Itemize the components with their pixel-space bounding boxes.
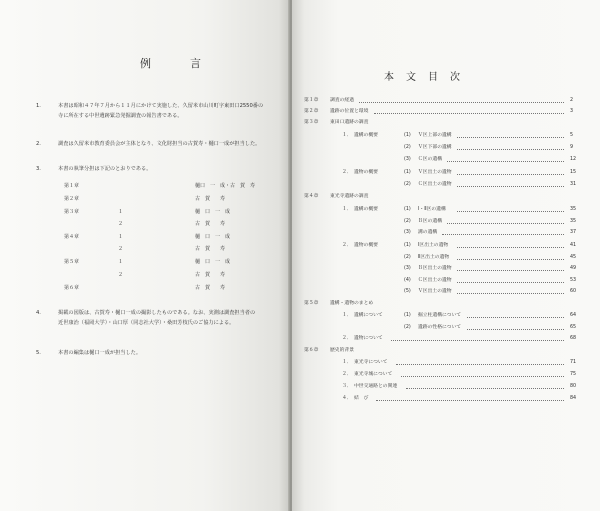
toc-sub-number: (1) xyxy=(404,170,411,175)
alloc-chapter: 第４章 xyxy=(64,234,80,240)
toc-sub-number: (3) xyxy=(404,157,411,162)
toc-title: 東田口遺跡の調査 xyxy=(330,120,369,125)
toc-leader-dots xyxy=(406,380,564,389)
toc-row xyxy=(292,156,600,164)
toc-row xyxy=(292,229,600,237)
toc-page-number: 65 xyxy=(570,325,577,330)
toc-chapter: 第３章 xyxy=(304,120,319,125)
alloc-author: 樋 口 一 成 xyxy=(195,209,231,215)
item-text: 本書は昭和４７年７月から１１月にかけて実施した、久留米市山川町字東田口2550番の xyxy=(58,103,264,109)
toc-chapter: 第１章 xyxy=(304,98,319,103)
toc-leader-dots xyxy=(447,215,564,224)
toc-page-number: 31 xyxy=(570,182,577,187)
toc-leader-dots xyxy=(376,392,564,401)
toc-leader-dots xyxy=(457,239,564,248)
toc-row xyxy=(292,169,600,177)
toc-leader-dots xyxy=(457,274,564,283)
toc-page-number: 80 xyxy=(570,384,577,389)
toc-row xyxy=(292,335,600,343)
toc-leader-dots xyxy=(457,166,564,175)
toc-row xyxy=(292,108,600,116)
toc-title: ４． 結 び xyxy=(342,396,369,401)
toc-title: １． 東光寺について xyxy=(342,360,388,365)
left-page-preface xyxy=(0,0,290,511)
item-number: 1. xyxy=(36,103,41,109)
toc-chapter: 第５章 xyxy=(304,301,319,306)
toc-page-number: 41 xyxy=(570,243,577,248)
toc-title: １． 遺構について xyxy=(342,313,383,318)
toc-sub-title: Ｖ区下部の遺構 xyxy=(418,145,452,150)
toc-leader-dots xyxy=(457,129,564,138)
toc-leader-dots xyxy=(396,356,564,365)
toc-title: ２． 遺物の概要 xyxy=(342,170,378,175)
toc-row xyxy=(292,383,600,391)
toc-sub-number: (4) xyxy=(404,278,411,283)
toc-sub-title: 掘立柱遺構について xyxy=(418,313,462,318)
alloc-author: 古 賀 寿 xyxy=(195,221,226,227)
toc-sub-number: (2) xyxy=(404,145,411,150)
toc-sub-title: Ⅰ区出土の遺物 xyxy=(418,243,449,248)
toc-leader-dots xyxy=(457,285,564,294)
toc-page-number: 45 xyxy=(570,255,577,260)
toc-row xyxy=(292,371,600,379)
toc-row xyxy=(292,242,600,250)
toc-page-number: 84 xyxy=(570,396,577,401)
toc-page-number: 68 xyxy=(570,336,577,341)
alloc-author: 樋 口 一 成 xyxy=(195,259,231,265)
toc-row xyxy=(292,359,600,367)
toc-page-number: 35 xyxy=(570,219,577,224)
toc-row xyxy=(292,300,600,308)
toc-sub-number: (5) xyxy=(404,289,411,294)
toc-title: 東光寺遺跡の調査 xyxy=(330,194,369,199)
toc-sub-number: (3) xyxy=(404,266,411,271)
toc-row xyxy=(292,347,600,355)
toc-row xyxy=(292,193,600,201)
toc-sub-title: 遺跡の性格について xyxy=(418,325,462,330)
item-text: 掲載の図版は、古賀寿・樋口一成の撮影したものである。なお、実測は調査担当者の xyxy=(58,310,256,316)
toc-row xyxy=(292,277,600,285)
toc-leader-dots xyxy=(457,251,564,260)
toc-title: １． 遺構の概要 xyxy=(342,133,378,138)
toc-leader-dots xyxy=(467,309,564,318)
toc-chapter: 第４章 xyxy=(304,194,319,199)
toc-page-number: 53 xyxy=(570,278,577,283)
item-text: 本書の執筆分担は下記のとおりである。 xyxy=(58,166,152,172)
alloc-author: 古 賀 寿 xyxy=(195,196,226,202)
toc-sub-title: Ｖ区出土の遺物 xyxy=(418,170,452,175)
toc-leader-dots xyxy=(442,226,564,235)
toc-sub-title: Ⅱ区出土の遺物 xyxy=(418,255,450,260)
toc-leader-dots xyxy=(457,178,564,187)
toc-leader-dots xyxy=(447,153,564,162)
toc-page-number: 60 xyxy=(570,289,577,294)
alloc-chapter: 第３章 xyxy=(64,209,80,215)
toc-row xyxy=(292,206,600,214)
toc-sub-title: 溝の遺構 xyxy=(418,230,438,235)
toc-leader-dots xyxy=(457,262,564,271)
toc-sub-title: Ｂ区出土の遺物 xyxy=(418,266,452,271)
item-number: 5. xyxy=(36,350,41,356)
toc-row xyxy=(292,312,600,320)
alloc-chapter: 第２章 xyxy=(64,196,80,202)
toc-sub-number: (2) xyxy=(404,255,411,260)
toc-title: 調査の経過 xyxy=(330,98,354,103)
item-text: 寺に所在する中世遺跡緊急発掘調査の報告書である。 xyxy=(58,113,183,119)
alloc-author: 樋 口 一 成 xyxy=(195,234,231,240)
toc-page-number: 37 xyxy=(570,230,577,235)
toc-sub-title: Ｂ区の遺構 xyxy=(418,219,442,224)
item-number: 4. xyxy=(36,310,41,316)
toc-page-number: 71 xyxy=(570,360,577,365)
alloc-author: 古 賀 寿 xyxy=(195,246,226,252)
toc-row xyxy=(292,119,600,127)
alloc-sub: １ xyxy=(118,259,124,265)
item-number: 2. xyxy=(36,141,41,147)
right-page-toc xyxy=(292,0,600,511)
alloc-author: 古 賀 寿 xyxy=(195,285,226,291)
toc-page-number: 64 xyxy=(570,313,577,318)
toc-title: 遺跡の位置と環境 xyxy=(330,109,369,114)
toc-sub-number: (1) xyxy=(404,313,411,318)
toc-chapter: 第２章 xyxy=(304,109,319,114)
toc-row xyxy=(292,254,600,262)
toc-page-number: 12 xyxy=(570,157,577,162)
toc-sub-number: (2) xyxy=(404,219,411,224)
toc-page-number: 49 xyxy=(570,266,577,271)
item-text: 調査は久留米市教育委員会が主体となり、文化財担当の古賀寿・樋口一成が担当した。 xyxy=(58,141,261,147)
toc-leader-dots xyxy=(359,94,564,103)
toc-leader-dots xyxy=(457,141,564,150)
item-number: 3. xyxy=(36,166,41,172)
toc-sub-title: Ｃ区の遺構 xyxy=(418,157,442,162)
alloc-chapter: 第１章 xyxy=(64,183,80,189)
toc-row xyxy=(292,132,600,140)
toc-sub-number: (2) xyxy=(404,182,411,187)
toc-sub-number: (1) xyxy=(404,207,411,212)
toc-page-number: 5 xyxy=(570,133,574,138)
toc-page-number: 3 xyxy=(570,109,574,114)
toc-title: ２． 東光寺城について xyxy=(342,372,393,377)
alloc-author: 樋口 一 成・古 賀 寿 xyxy=(195,183,256,189)
toc-title: 歴史的背景 xyxy=(330,348,354,353)
toc-row xyxy=(292,97,600,105)
toc-page-number: 15 xyxy=(570,170,577,175)
toc-sub-title: Ｖ区出土の遺物 xyxy=(418,289,452,294)
toc-chapter: 第６章 xyxy=(304,348,319,353)
toc-leader-dots xyxy=(467,321,564,330)
alloc-author: 古 賀 寿 xyxy=(195,272,226,278)
toc-page-number: 2 xyxy=(570,98,574,103)
toc-sub-title: Ｃ区出土の遺物 xyxy=(418,182,452,187)
toc-sub-title: Ⅰ・Ⅱ区の遺構 xyxy=(418,207,446,212)
toc-page-number: 35 xyxy=(570,207,577,212)
item-text: 本書の編集は樋口一成が担当した。 xyxy=(58,350,142,356)
toc-sub-title: Ｃ区出土の遺物 xyxy=(418,278,452,283)
toc-page-number: 9 xyxy=(570,145,574,150)
toc-title: ２． 遺物の概要 xyxy=(342,243,378,248)
toc-title: ３． 中世交通路との関連 xyxy=(342,384,398,389)
item-text: 近世康治（福岡大学）・山口厚（同志社大学）・桑田芳枝氏のご協力による。 xyxy=(58,320,235,326)
toc-leader-dots xyxy=(391,332,564,341)
toc-row xyxy=(292,218,600,226)
toc-leader-dots xyxy=(457,203,564,212)
alloc-sub: ２ xyxy=(118,272,124,278)
alloc-sub: ２ xyxy=(118,246,124,252)
alloc-chapter: 第６章 xyxy=(64,285,80,291)
toc-sub-number: (2) xyxy=(404,325,411,330)
toc-leader-dots xyxy=(374,105,564,114)
toc-title: ２． 遺物について xyxy=(342,336,383,341)
toc-row xyxy=(292,324,600,332)
toc-sub-number: (1) xyxy=(404,243,411,248)
toc-sub-title: Ｖ区上部の遺構 xyxy=(418,133,452,138)
alloc-sub: １ xyxy=(118,209,124,215)
preface-title: 例 言 xyxy=(140,57,215,70)
toc-sub-number: (3) xyxy=(404,230,411,235)
alloc-chapter: 第５章 xyxy=(64,259,80,265)
toc-title: １． 遺構の概要 xyxy=(342,207,378,212)
toc-title: 遺構・遺物のまとめ xyxy=(330,301,374,306)
toc-row xyxy=(292,288,600,296)
toc-row xyxy=(292,144,600,152)
alloc-sub: １ xyxy=(118,234,124,240)
toc-leader-dots xyxy=(401,368,564,377)
toc-page-number: 75 xyxy=(570,372,577,377)
toc-row xyxy=(292,181,600,189)
toc-row xyxy=(292,265,600,273)
toc-title: 本文目次 xyxy=(384,72,472,83)
toc-row xyxy=(292,395,600,403)
toc-sub-number: (1) xyxy=(404,133,411,138)
alloc-sub: ２ xyxy=(118,221,124,227)
